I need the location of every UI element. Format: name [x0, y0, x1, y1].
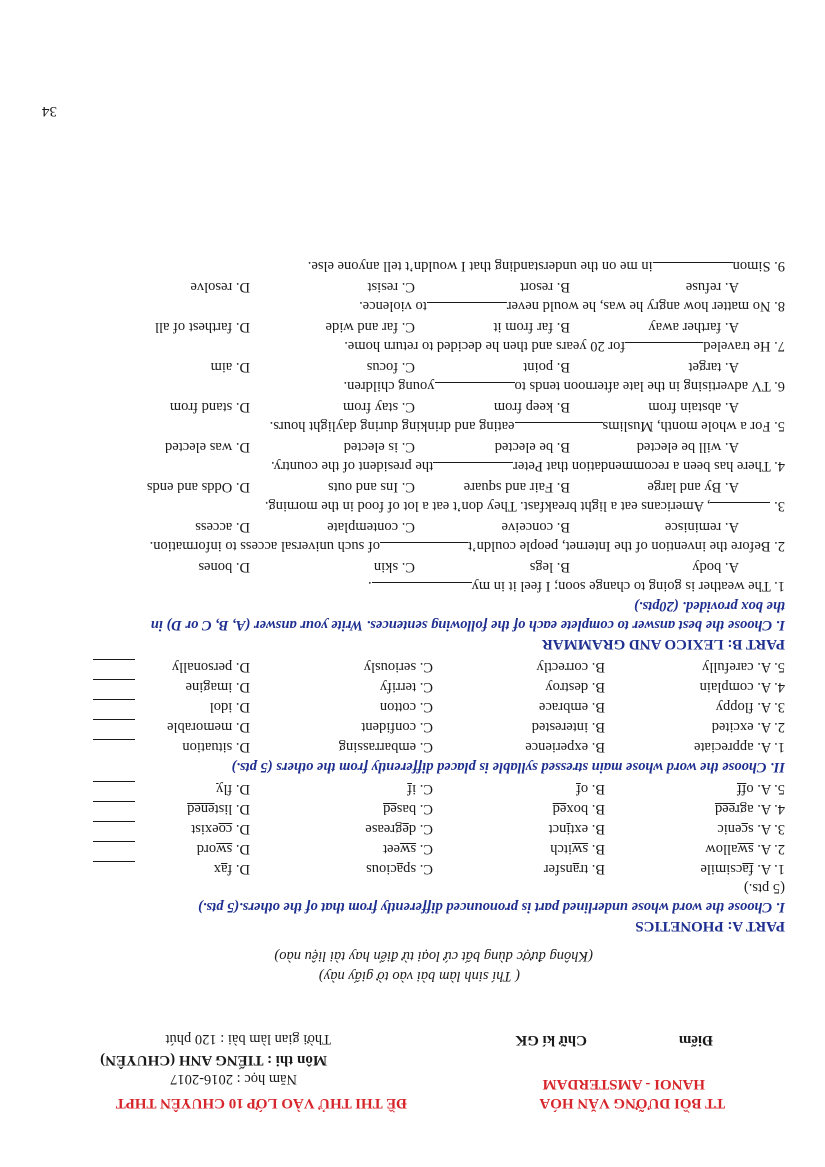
answer-blank[interactable]: [93, 699, 135, 700]
option-a: A. refuse: [685, 279, 739, 295]
option-d: D. listened: [187, 801, 250, 817]
option-c: C. embarrassing: [338, 739, 433, 755]
phonetics-instruction: I. Choose the word whose underlined part is pronounced differently from that of the others.(5 pts.): [197, 899, 785, 915]
answer-blank[interactable]: [93, 781, 135, 782]
answer-blank[interactable]: [93, 801, 135, 802]
subject: Môn thi : TIẾNG ANH (CHUYÊN): [100, 1052, 327, 1068]
fill-blank[interactable]: [435, 382, 515, 395]
option-c: C. confident: [361, 719, 433, 735]
answer-blank[interactable]: [93, 659, 135, 660]
option-a: A. body: [692, 559, 739, 575]
duration: Thời gian làm bài : 120 phút: [165, 1031, 331, 1047]
option-d: D. aim: [210, 359, 250, 375]
fill-blank[interactable]: [515, 422, 603, 435]
question-stem: 2. Before the invention of the Internet, people couldn’tof such universal access to information.: [149, 538, 785, 554]
option-d: D. sword: [196, 841, 250, 857]
option-b: B. extinct: [548, 821, 605, 837]
option-a: A. target: [688, 359, 739, 375]
answer-blank[interactable]: [93, 679, 135, 680]
fill-blank[interactable]: [711, 502, 771, 515]
option-a: A. will be elected: [636, 439, 739, 455]
option-d: D. idol: [209, 699, 250, 715]
option-a: A. farther away: [648, 319, 739, 335]
option-d: D. resolve: [190, 279, 250, 295]
option-d: D. imagine: [185, 679, 250, 695]
option-a: 4. A. agreed: [714, 801, 785, 817]
option-d: D. access: [195, 519, 250, 535]
phonetics-points: (5 pts.): [743, 880, 785, 896]
option-d: D. personally: [171, 659, 250, 675]
option-d: D. fly: [216, 781, 250, 797]
question-stem: 7. He traveledfor 20 years and then he decided to return home.: [344, 338, 785, 354]
question-stem: 6. TV advertising in the late afternoon tends toyoung children.: [343, 378, 785, 394]
note-line1: ( Thí sinh làm bài vào tờ giấy này): [318, 968, 520, 984]
option-d: D. stand from: [169, 399, 250, 415]
option-b: B. resort: [520, 279, 570, 295]
option-c: C. based: [383, 801, 433, 817]
option-c: C. Ins and outs: [328, 479, 415, 495]
option-c: C. focus: [366, 359, 415, 375]
option-d: D. bones: [198, 559, 250, 575]
question-stem: 1. The weather is going to change soon; I feel it in my.: [367, 578, 785, 594]
option-b: B. interested: [531, 719, 605, 735]
option-b: B. legs: [529, 559, 570, 575]
option-b: B. destroy: [545, 679, 605, 695]
question-stem: 4. There has been a recommendation that Peterthe president of the country.: [270, 458, 785, 474]
option-b: B. experience: [525, 739, 605, 755]
option-a: 2. A. swallow: [705, 841, 785, 857]
option-c: C. skin: [373, 559, 415, 575]
option-b: B. Fair and square: [463, 479, 570, 495]
option-d: D. was elected: [165, 439, 250, 455]
option-a: 1. A. appreciate: [694, 739, 785, 755]
option-a: A. By and large: [647, 479, 739, 495]
option-b: B. correctly: [536, 659, 605, 675]
option-d: D. farthest of all: [154, 319, 250, 335]
fill-blank[interactable]: [380, 542, 468, 555]
option-a: A. abstain from: [648, 399, 739, 415]
option-b: B. switch: [550, 841, 605, 857]
option-d: D. Odds and ends: [146, 479, 250, 495]
option-a: 3. A. floppy: [715, 699, 785, 715]
option-d: D. memorable: [167, 719, 250, 735]
question-stem: 3. , Americans eat a light breakfast. They don’t eat a lot of food in the morning.: [264, 498, 785, 514]
option-d: D. fax: [213, 861, 250, 877]
answer-blank[interactable]: [93, 861, 135, 862]
answer-blank[interactable]: [93, 841, 135, 842]
option-a: 3. A. scenic: [717, 821, 785, 837]
signature-label: Chữ kí GK: [515, 1032, 587, 1048]
option-b: B. far from it: [493, 319, 570, 335]
question-stem: 9. Simonin me on the understanding that I wouldn’t tell anyone else.: [307, 258, 785, 274]
fill-blank[interactable]: [433, 462, 513, 475]
option-a: 4. A. complain: [699, 679, 785, 695]
answer-blank[interactable]: [93, 739, 135, 740]
option-a: A. reminisce: [664, 519, 739, 535]
question-stem: 8. No matter how angry he was, he would neverto violence.: [359, 298, 785, 314]
option-c: C. if: [407, 781, 433, 797]
fill-blank[interactable]: [653, 262, 733, 275]
option-c: C. stay from: [342, 399, 415, 415]
fill-blank[interactable]: [427, 302, 507, 315]
option-b: B. keep from: [493, 399, 570, 415]
note-line2: (Không được dùng bất cứ loại từ điển hay tài liệu nào): [274, 948, 593, 964]
lexico-instruction-2: the box provided. (20pts.): [633, 598, 785, 614]
option-a: 2. A. excited: [711, 719, 785, 735]
option-b: B. point: [523, 359, 570, 375]
option-c: C. contemplate: [327, 519, 415, 535]
option-c: C. seriously: [363, 659, 433, 675]
option-b: B. transfer: [543, 861, 605, 877]
option-c: C. sweet: [383, 841, 433, 857]
exam-title: ĐỀ THI THỬ VÀO LỚP 10 CHUYÊN THPT: [115, 1095, 407, 1111]
school-year: Năm học : 2016-2017: [170, 1071, 297, 1087]
lexico-instruction-1: I. Choose the best answer to complete each of the following sentences. Write your answer (A, B, C or D) in: [150, 617, 785, 633]
option-c: C. resist: [367, 279, 415, 295]
option-a: 5. A. carefully: [702, 659, 785, 675]
option-a: 1. A. facsimile: [700, 861, 785, 877]
option-b: B. embrace: [538, 699, 605, 715]
option-a: 5. A. off: [736, 781, 785, 797]
center-name: TT BỒI DƯỠNG VĂN HÓA: [539, 1095, 725, 1111]
center-subname: HANOI - AMSTERDAM: [542, 1076, 705, 1092]
part-b-title: PART B: LEXICO AND GRAMMAR: [541, 636, 785, 652]
answer-blank[interactable]: [93, 719, 135, 720]
option-d: D. coexist: [191, 821, 250, 837]
fill-blank[interactable]: [372, 582, 472, 595]
option-b: B. boxed: [552, 801, 605, 817]
part-a-title: PART A: PHONETICS: [635, 918, 785, 934]
answer-blank[interactable]: [93, 821, 135, 822]
page-number: 34: [42, 103, 57, 119]
option-c: C. cotton: [379, 699, 433, 715]
option-c: C. degrease: [365, 821, 433, 837]
option-c: C. terrify: [379, 679, 433, 695]
fill-blank[interactable]: [625, 342, 703, 355]
stress-instruction: II. Choose the word whose main stressed syllable is placed differently from the others (5 pts.): [231, 759, 785, 775]
question-stem: 5. For a whole month, Muslimseating and drinking during daylight hours.: [269, 418, 785, 434]
option-b: B. be elected: [494, 439, 570, 455]
option-c: C. spacious: [366, 861, 433, 877]
option-c: C. far and wide: [325, 319, 415, 335]
option-c: C. is elected: [343, 439, 415, 455]
option-d: D. situation: [182, 739, 250, 755]
option-b: B. conceive: [501, 519, 570, 535]
option-b: B. of: [575, 781, 605, 797]
score-label: Điểm: [678, 1032, 713, 1048]
